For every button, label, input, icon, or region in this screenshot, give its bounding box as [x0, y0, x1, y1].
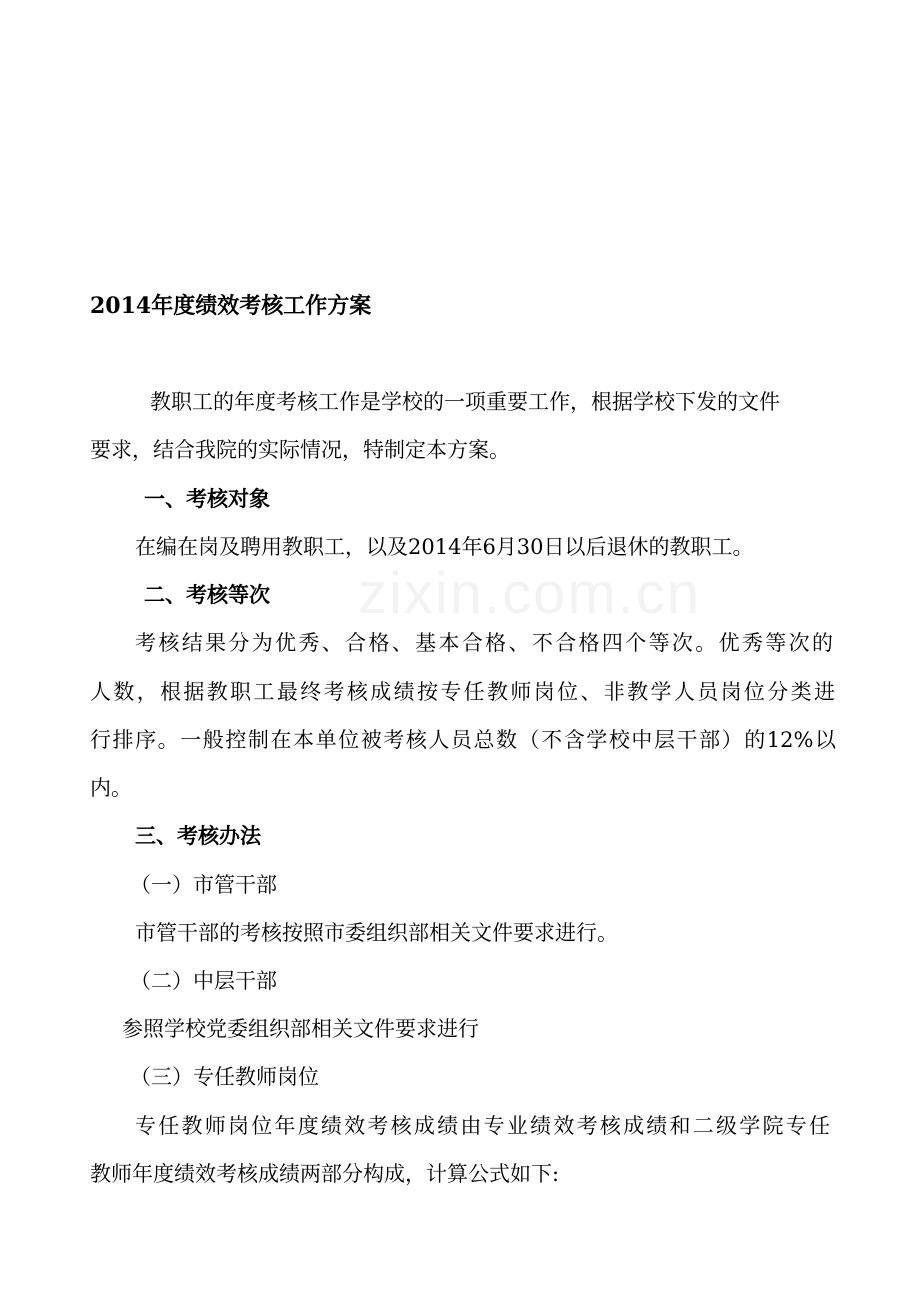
subsection-heading-1: （一）市管干部 [130, 873, 277, 897]
section-body-2-line-4: 内。 [90, 776, 132, 800]
subsection-body-3-line-1: 专任教师岗位年度绩效考核成绩由专业绩效考核成绩和二级学院专任 [135, 1114, 830, 1138]
section-heading-3: 三、考核办法 [135, 823, 261, 848]
intro-line-2: 要求，结合我院的实际情况，特制定本方案。 [90, 438, 510, 462]
subsection-body-2: 参照学校党委组织部相关文件要求进行 [122, 1017, 479, 1041]
subsection-heading-2: （二）中层干部 [130, 969, 277, 993]
section-body-2-line-3: 行排序。一般控制在本单位被考核人员总数（不含学校中层干部）的12%以 [90, 728, 836, 752]
document-title: 2014年度绩效考核工作方案 [90, 293, 372, 319]
subsection-body-1: 市管干部的考核按照市委组织部相关文件要求进行。 [135, 921, 618, 945]
section-heading-2: 二、考核等次 [144, 582, 270, 607]
intro-line-1: 教职工的年度考核工作是学校的一项重要工作，根据学校下发的文件 [150, 390, 780, 414]
section-body-2-line-1: 考核结果分为优秀、合格、基本合格、不合格四个等次。优秀等次的 [135, 631, 833, 655]
section-body-2-line-2: 人数，根据教职工最终考核成绩按专任教师岗位、非教学人员岗位分类进 [90, 680, 835, 704]
subsection-body-3-line-2: 教师年度绩效考核成绩两部分构成，计算公式如下: [90, 1162, 560, 1186]
section-body-1: 在编在岗及聘用教职工，以及2014年6月30日以后退休的教职工。 [135, 535, 754, 559]
subsection-heading-3: （三）专任教师岗位 [130, 1065, 319, 1089]
section-heading-1: 一、考核对象 [144, 486, 270, 511]
watermark: zixin.com.cn [358, 561, 702, 626]
